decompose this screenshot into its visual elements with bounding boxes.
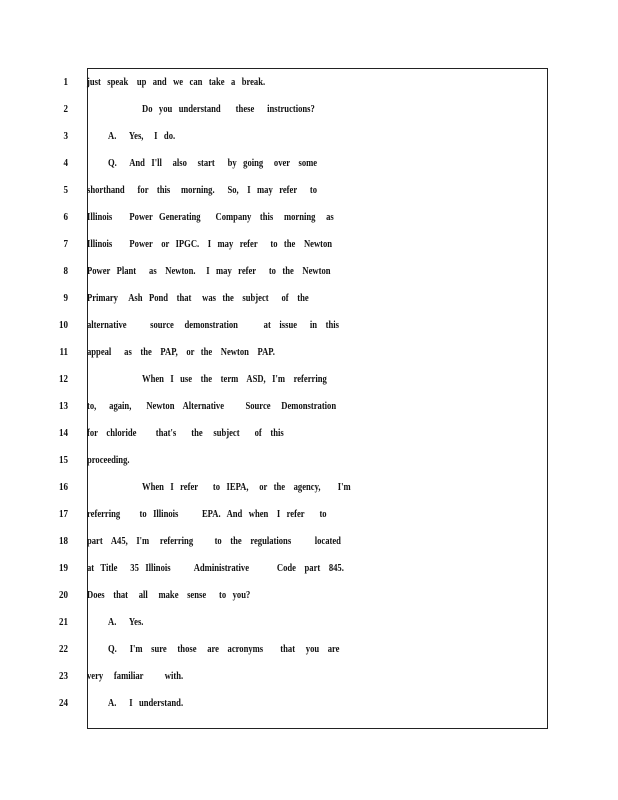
transcript-line xyxy=(0,346,618,364)
line-text: shorthand for this morning. So, I may refer to xyxy=(87,184,318,196)
line-number: 1 xyxy=(63,76,68,88)
line-text: referring to Illinois EPA. And when I refer to xyxy=(87,508,327,520)
line-text: Does that all make sense to you? xyxy=(87,589,251,601)
line-text: very familiar with. xyxy=(87,670,184,682)
line-text: Primary Ash Pond that was the subject of the xyxy=(87,292,309,304)
line-number: 12 xyxy=(58,373,68,385)
line-text: to, again, Newton Alternative Source Demonstration xyxy=(87,400,337,412)
line-number: 15 xyxy=(58,454,68,466)
transcript-line xyxy=(0,481,618,499)
transcript-line xyxy=(0,535,618,553)
line-text: just speak up and we can take a break. xyxy=(87,76,266,88)
transcript-line xyxy=(0,319,618,337)
line-number: 17 xyxy=(58,508,68,520)
line-number: 14 xyxy=(58,427,68,439)
transcript-line xyxy=(0,427,618,445)
transcript-line xyxy=(0,130,618,148)
line-number: 8 xyxy=(63,265,68,277)
line-text: A. Yes. xyxy=(108,616,144,628)
line-text: Illinois Power Generating Company this morning as xyxy=(87,211,334,223)
line-text: at Title 35 Illinois Administrative Code part 845. xyxy=(87,562,344,574)
line-number: 5 xyxy=(63,184,68,196)
line-text: When I refer to IEPA, or the agency, I'm xyxy=(142,481,351,493)
transcript-line xyxy=(0,373,618,391)
transcript-line xyxy=(0,103,618,121)
line-number: 11 xyxy=(59,346,68,358)
line-text: Q. I'm sure those are acronyms that you are xyxy=(108,643,340,655)
line-text: A. Yes, I do. xyxy=(108,130,176,142)
transcript-line xyxy=(0,265,618,283)
transcript-line xyxy=(0,292,618,310)
transcript-line xyxy=(0,238,618,256)
line-number: 18 xyxy=(58,535,68,547)
line-number: 7 xyxy=(63,238,68,250)
line-text: Do you understand these instructions? xyxy=(142,103,315,115)
line-text: alternative source demonstration at issue in this xyxy=(87,319,340,331)
line-number: 10 xyxy=(58,319,68,331)
line-text: proceeding. xyxy=(87,454,130,466)
line-number: 6 xyxy=(63,211,68,223)
transcript-line xyxy=(0,643,618,661)
line-number: 2 xyxy=(63,103,68,115)
transcript-line xyxy=(0,76,618,94)
line-text: Q. And I'll also start by going over some xyxy=(108,157,318,169)
line-text: Illinois Power or IPGC. I may refer to the Newton xyxy=(87,238,333,250)
line-text: appeal as the PAP, or the Newton PAP. xyxy=(87,346,275,358)
line-text: When I use the term ASD, I'm referring xyxy=(142,373,327,385)
transcript-line xyxy=(0,589,618,607)
transcript-line xyxy=(0,157,618,175)
transcript-line xyxy=(0,400,618,418)
line-number: 21 xyxy=(58,616,68,628)
transcript-line xyxy=(0,616,618,634)
line-number: 4 xyxy=(63,157,68,169)
line-text: for chloride that's the subject of this xyxy=(87,427,284,439)
transcript-line xyxy=(0,697,618,715)
line-number: 19 xyxy=(58,562,68,574)
line-text: Power Plant as Newton. I may refer to the Newton xyxy=(87,265,331,277)
line-number: 24 xyxy=(58,697,68,709)
line-number: 3 xyxy=(63,130,68,142)
transcript-line xyxy=(0,454,618,472)
line-number: 23 xyxy=(58,670,68,682)
transcript-line xyxy=(0,562,618,580)
transcript-line xyxy=(0,211,618,229)
transcript-line xyxy=(0,508,618,526)
line-number: 9 xyxy=(63,292,68,304)
line-text: part A45, I'm referring to the regulations located xyxy=(87,535,341,547)
line-number: 13 xyxy=(58,400,68,412)
line-number: 20 xyxy=(58,589,68,601)
line-number: 22 xyxy=(58,643,68,655)
line-number: 16 xyxy=(58,481,68,493)
transcript-line xyxy=(0,670,618,688)
line-text: A. I understand. xyxy=(108,697,184,709)
transcript-line xyxy=(0,184,618,202)
